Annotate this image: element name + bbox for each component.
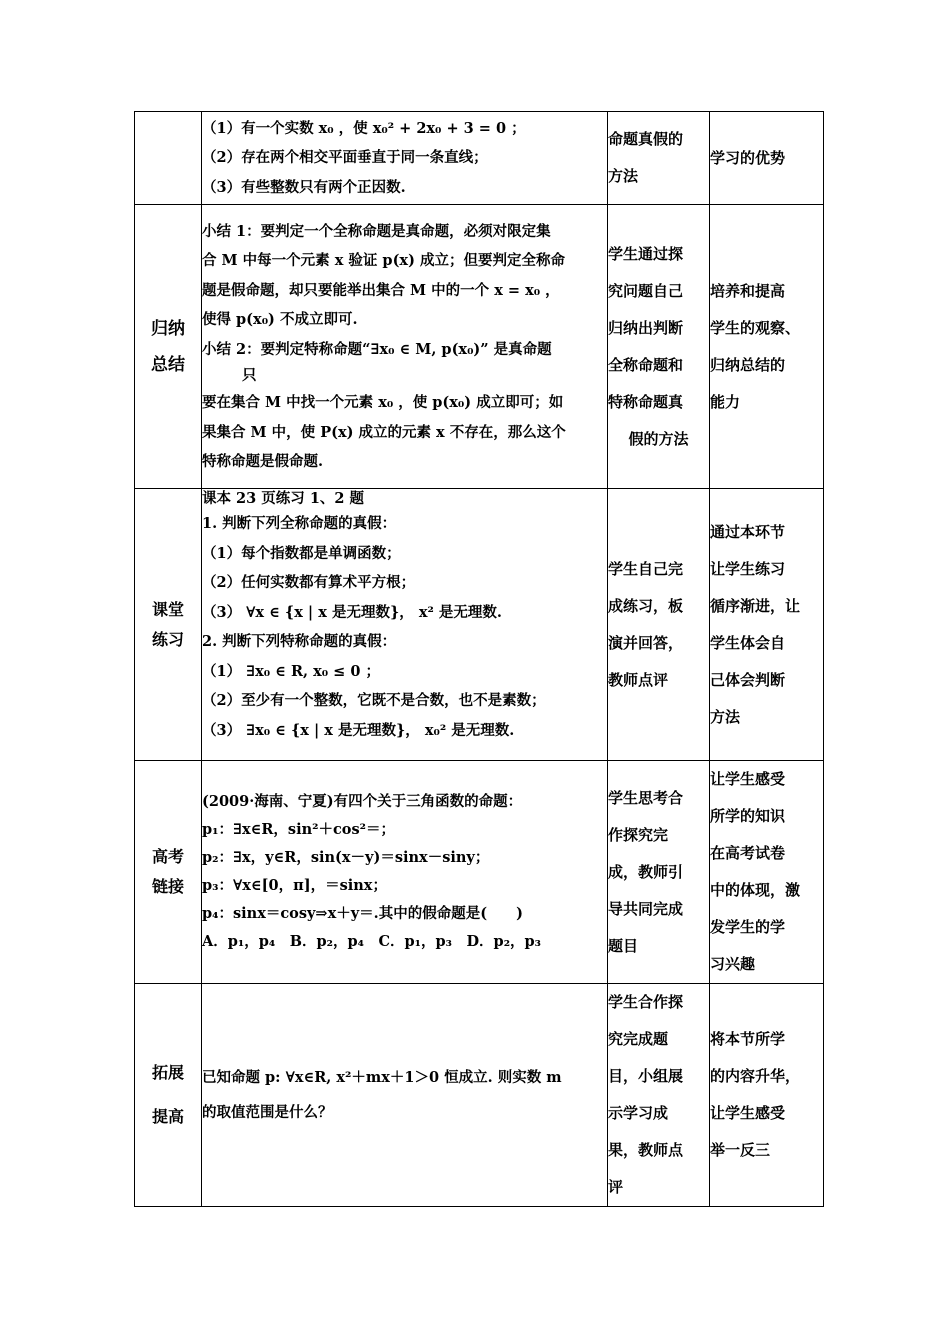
content-cell — [202, 112, 608, 205]
student-line: 教师点评 — [608, 670, 669, 689]
student-line: 命题真假的 — [608, 130, 684, 148]
student-line: 成，教师引 — [608, 862, 684, 881]
table-row — [135, 205, 824, 489]
content-line: (2009·海南、宁夏)有四个关于三角函数的命题： — [202, 793, 523, 810]
stage-label: 拓展 — [151, 1063, 184, 1082]
purpose-line: 让学生感受 — [710, 1104, 786, 1122]
content-line: p₂：∃x，y∈R，sin(x－y)＝sinx－siny； — [202, 849, 490, 866]
student-activity-cell — [608, 205, 710, 489]
stage-label: 链接 — [151, 877, 184, 896]
stage-label: 提高 — [151, 1107, 184, 1126]
purpose-cell — [710, 984, 824, 1207]
content-line: p₁：∃x∈R，sin²＋cos²＝； — [202, 821, 395, 838]
content-line: （2）存在两个相交平面垂直于同一条直线； — [202, 149, 488, 167]
content-cell — [202, 984, 608, 1207]
content-line: 要在集合 M 中找一个元素 x₀ ，使 p(x₀) 成立即可；如 — [202, 394, 564, 411]
student-line: 果，教师点 — [608, 1141, 684, 1159]
content-cell — [202, 205, 608, 489]
student-line: 题目 — [608, 936, 639, 955]
purpose-line: 中的体现，激 — [710, 881, 801, 899]
content-cell — [202, 489, 608, 761]
student-activity-cell — [608, 984, 710, 1207]
purpose-line: 学生体会自 — [710, 633, 786, 652]
student-activity-cell — [608, 761, 710, 984]
content-line: 小结 2：要判定特称命题“∃x₀ ∈ M, p(x₀)” 是真命题 — [202, 340, 552, 358]
purpose-line: 方法 — [710, 707, 741, 726]
student-line: 学生自己完 — [608, 559, 684, 578]
stage-label: 总结 — [151, 354, 185, 375]
stage-label: 练习 — [151, 629, 184, 649]
student-activity-cell — [608, 489, 710, 761]
purpose-line: 通过本环节 — [710, 522, 786, 541]
content-cell — [202, 761, 608, 984]
student-line: 学生通过探 — [608, 244, 684, 263]
student-line: 究问题自己 — [608, 281, 684, 300]
purpose-line: 归纳总结的 — [710, 355, 786, 374]
purpose-line: 能力 — [710, 392, 741, 411]
stage-label: 归纳 — [151, 318, 185, 339]
student-line: 学生思考合 — [608, 788, 684, 807]
student-line: 全称命题和 — [608, 355, 684, 374]
purpose-line: 培养和提高 — [710, 281, 786, 300]
stage-cell — [135, 112, 202, 205]
content-line: （3）有些整数只有两个正因数. — [202, 178, 406, 196]
content-line: 2. 判断下列特称命题的真假： — [202, 633, 397, 650]
student-line: 作探究完 — [608, 825, 669, 844]
purpose-line: 举一反三 — [710, 1141, 771, 1159]
content-line: （2）至少有一个整数，它既不是合数，也不是素数； — [202, 692, 546, 709]
lesson-plan-table — [134, 111, 824, 1207]
purpose-line: 循序渐进，让 — [710, 596, 801, 615]
content-line: （1） ∃x₀ ∈ R, x₀ ≤ 0 ； — [202, 662, 380, 680]
content-line: 果集合 M 中，使 P(x) 成立的元素 x 不存在，那么这个 — [202, 423, 566, 441]
student-line: 演并回答， — [608, 633, 684, 652]
student-line: 方法 — [608, 167, 639, 185]
stage-cell — [135, 489, 202, 761]
content-line: （1）有一个实数 x₀ ，使 x₀² + 2x₀ + 3 = 0 ； — [202, 119, 526, 137]
content-line: 课本 23 页练习 1、2 题 — [202, 490, 365, 507]
content-line: 已知命题 p: ∀x∈R, x²＋mx＋1＞0 恒成立. 则实数 m — [202, 1069, 562, 1086]
student-line: 示学习成 — [608, 1104, 669, 1122]
table-row — [135, 112, 824, 205]
purpose-line: 所学的知识 — [710, 807, 786, 825]
purpose-cell — [710, 205, 824, 489]
stage-label: 课堂 — [151, 599, 184, 619]
student-activity-cell — [608, 112, 710, 205]
purpose-cell — [710, 761, 824, 984]
purpose-line: 发学生的学 — [710, 918, 786, 936]
purpose-line: 学生的观察、 — [710, 318, 801, 337]
content-line: 特称命题是假命题. — [202, 453, 324, 470]
table-row — [135, 984, 824, 1207]
purpose-cell — [710, 489, 824, 761]
stage-cell — [135, 205, 202, 489]
content-line: （2）任何实数都有算术平方根； — [202, 574, 416, 591]
content-line: p₄：sinx＝cosy⇒x＋y＝.其中的假命题是( ) — [202, 905, 523, 922]
content-line: 题是假命题，却只要能举出集合 M 中的一个 x = x₀ ， — [202, 281, 560, 299]
content-line: p₃：∀x∈[0，π]，＝sinx； — [202, 877, 387, 894]
content-line: 的取值范围是什么？ — [202, 1104, 333, 1121]
purpose-cell — [710, 112, 824, 205]
student-line: 学生合作探 — [608, 993, 684, 1011]
purpose-line: 将本节所学 — [710, 1030, 786, 1048]
purpose-line: 的内容升华， — [710, 1067, 801, 1085]
student-line: 成练习，板 — [608, 596, 684, 615]
stage-cell — [135, 984, 202, 1207]
purpose-line: 习兴趣 — [710, 955, 756, 973]
content-line: 合 M 中每一个元素 x 验证 p(x) 成立；但要判定全称命 — [202, 252, 565, 269]
purpose-line: 己体会判断 — [710, 670, 786, 689]
purpose-line: 在高考试卷 — [710, 844, 786, 862]
purpose-line: 学习的优势 — [710, 148, 786, 167]
purpose-line: 让学生练习 — [710, 559, 786, 578]
stage-label: 高考 — [151, 847, 184, 866]
student-line: 导共同完成 — [608, 899, 684, 918]
purpose-line: 让学生感受 — [710, 770, 786, 788]
student-line: 归纳出判断 — [608, 318, 684, 337]
stage-cell — [135, 761, 202, 984]
student-line: 究完成题 — [608, 1030, 669, 1048]
student-line: 目，小组展 — [608, 1067, 684, 1085]
content-line: 小结 1：要判定一个全称命题是真命题，必须对限定集 — [202, 222, 551, 240]
content-line: （3） ∃x₀ ∈ {x | x 是无理数}， x₀² 是无理数. — [202, 721, 515, 739]
table-row — [135, 489, 824, 761]
content-line: （3） ∀x ∈ {x | x 是无理数}， x² 是无理数. — [202, 603, 502, 621]
content-line: 1. 判断下列全称命题的真假： — [202, 515, 397, 532]
student-line: 假的方法 — [628, 429, 689, 448]
student-line: 特称命题真 — [608, 392, 684, 411]
content-line: （1）每个指数都是单调函数； — [202, 544, 401, 562]
content-line: 使得 p(x₀) 不成立即可. — [202, 311, 358, 328]
content-line: 只 — [242, 367, 257, 384]
table-row — [135, 761, 824, 984]
content-line: A．p₁，p₄ B．p₂，p₄ C．p₁，p₃ D．p₂，p₃ — [202, 933, 542, 950]
student-line: 评 — [608, 1178, 624, 1196]
